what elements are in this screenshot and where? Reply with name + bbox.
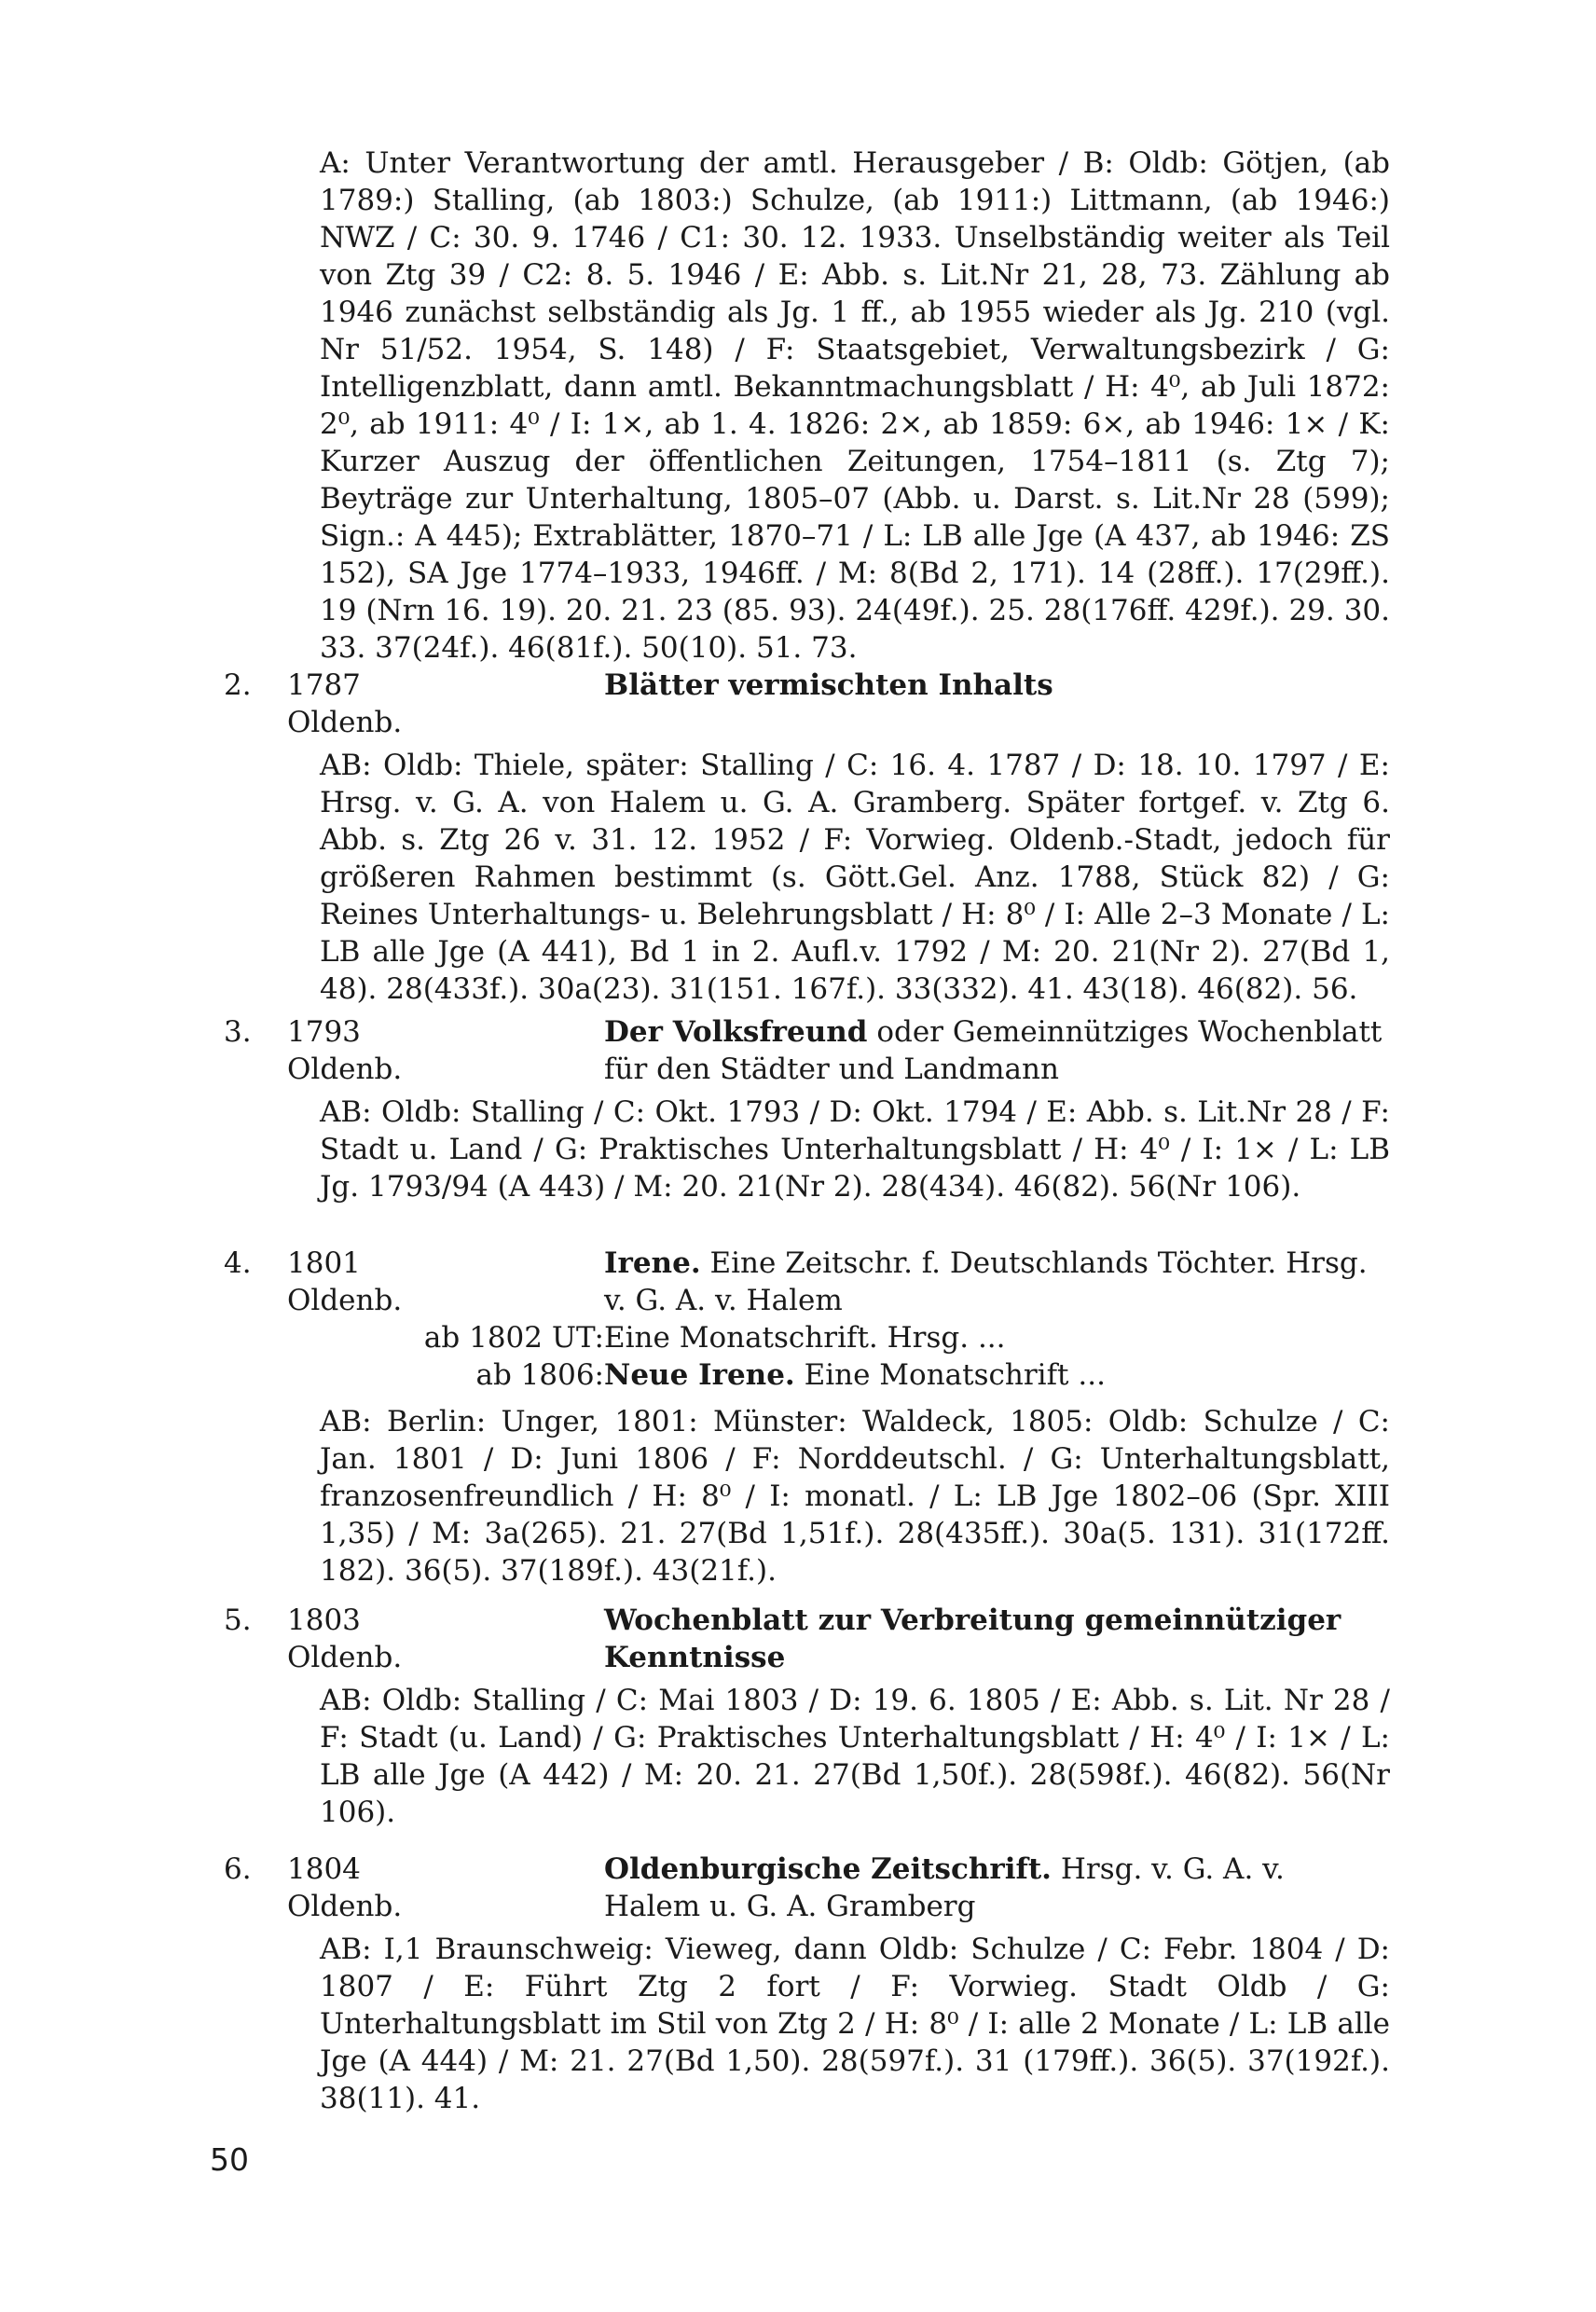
subtitle-change-text [604, 1356, 1106, 1394]
entry-place: Oldenb. [287, 1053, 403, 1086]
entry-year: 1787 [287, 668, 361, 702]
entry-number: 3. [224, 1015, 252, 1049]
subtitle-change-label: ab 1802 UT: [423, 1321, 604, 1355]
entry-title-main: Blätter vermischten Inhalts [604, 668, 1053, 702]
entry-place: Oldenb. [287, 706, 403, 739]
entry-place: Oldenb. [287, 1284, 403, 1317]
entry-body: AB: Oldb: Stalling / C: Okt. 1793 / D: Okt. 1794 / E: Abb. s. Lit.Nr 28 / F: Stadt u. Land / G: Praktisches Unterhaltungsblatt / H: 4⁰ / I: 1× / L: LB Jg. 1793/94 (A 443) / M: 20. 21(Nr 2). 28(434). 46(82). 56(Nr 106). [320, 1095, 1390, 1204]
entry-body: AB: Berlin: Unger, 1801: Münster: Waldeck, 1805: Oldb: Schulze / C: Jan. 1801 / D: Juni 1806 / F: Norddeutschl. / G: Unterhaltungsblatt, franzosenfreundlich / H: 8⁰ / I: monatl. / L: LB Jge 1802–06 (Spr. XIII 1,35) / M: 3a(265). 21. 27(Bd 1,51f.). 28(435ff.). 30a(5. 131). 31(172ff. 182). 36(5). 37(189f.). 43(21f.). [320, 1405, 1390, 1588]
entry-number: 4. [224, 1246, 252, 1280]
entry-body: AB: Oldb: Stalling / C: Mai 1803 / D: 19. 6. 1805 / E: Abb. s. Lit. Nr 28 / F: Stadt (u. Land) / G: Praktisches Unterhaltungsblatt / H: 4⁰ / I: 1× / L: LB alle Jge (A 442) / M: 20. 21. 27(Bd 1,50f.). 28(598f.). 46(82). 56(Nr 106). [320, 1684, 1390, 1829]
entry-place: Oldenb. [287, 1641, 403, 1674]
entry-year: 1804 [287, 1852, 361, 1886]
entry-title-main: Wochenblatt zur Verbreitung gemeinnütziger Kenntnisse [604, 1603, 1341, 1674]
entry-title-main: Irene. [604, 1246, 701, 1280]
subtitle-change-rest: Eine Monatschrift ... [794, 1358, 1106, 1392]
entry-title-rest: oder Gemeinnütziges Wochenblatt für den Städter und Landmann [604, 1015, 1383, 1086]
entry-body: AB: Oldb: Thiele, später: Stalling / C: 16. 4. 1787 / D: 18. 10. 1797 / E: Hrsg. v. G. A. von Halem u. G. A. Gramberg. Später fortgef. v. Ztg 6. Abb. s. Ztg 26 v. 31. 12. 1952 / F: Vorwieg. Oldenb.-Stadt, jedoch für größeren Rahmen bestimmt (s. Gött.Gel. Anz. 1788, Stück 82) / G: Reines Unterhaltungs- u. Belehrungsblatt / H: 8⁰ / I: Alle 2–3 Monate / L: LB alle Jge (A 441), Bd 1 in 2. Aufl.v. 1792 / M: 20. 21(Nr 2). 27(Bd 1, 48). 28(433f.). 30a(23). 31(151. 167f.). 33(332). 41. 43(18). 46(82). 56. [320, 749, 1390, 1006]
entry-title-rest: Hrsg. v. G. A. v. Halem u. G. A. Gramberg [604, 1852, 1285, 1923]
entry-title [604, 1013, 1387, 1088]
entry-1-continuation: A: Unter Verantwortung der amtl. Herausgeber / B: Oldb: Götjen, (ab 1789:) Stalling, (ab 1803:) Schulze, (ab 1911:) Littmann, (ab 1946:) NWZ / C: 30. 9. 1746 / C1: 30. 12. 1933. Unselbständig weiter als Teil von Ztg 39 / C2: 8. 5. 1946 / E: Abb. s. Lit.Nr 21, 28, 73. Zählung ab 1946 zunächst selbständig als Jg. 1 ff., ab 1955 wieder als Jg. 210 (vgl. Nr 51/52. 1954, S. 148) / F: Staatsgebiet, Verwaltungsbezirk / G: Intelligenzblatt, dann amtl. Bekanntmachungsblatt / H: 4⁰, ab Juli 1872: 2⁰, ab 1911: 4⁰ / I: 1×, ab 1. 4. 1826: 2×, ab 1859: 6×, ab 1946: 1× / K: Kurzer Auszug der öffentlichen Zeitungen, 1754–1811 (s. Ztg 7); Beyträge zur Unterhaltung, 1805–07 (Abb. u. Darst. s. Lit.Nr 28 (599); Sign.: A 445); Extrablätter, 1870–71 / L: LB alle Jge (A 437, ab 1946: ZS 152), SA Jge 1774–1933, 1946ff. / M: 8(Bd 2, 171). 14 (28ff.). 17(29ff.). 19 (Nrn 16. 19). 20. 21. 23 (85. 93). 24(49f.). 25. 28(176ff. 429f.). 29. 30. 33. 37(24f.). 46(81f.). 50(10). 51. 73. [320, 146, 1390, 665]
entry-number: 5. [224, 1603, 252, 1637]
entry-year: 1803 [287, 1603, 361, 1637]
entry-number: 6. [224, 1852, 252, 1886]
entry-body: AB: I,1 Braunschweig: Vieweg, dann Oldb: Schulze / C: Febr. 1804 / D: 1807 / E: Führt Ztg 2 fort / F: Vorwieg. Stadt Oldb / G: Unterhaltungsblatt im Stil von Ztg 2 / H: 8⁰ / I: alle 2 Monate / L: LB alle Jge (A 444) / M: 21. 27(Bd 1,50). 28(597f.). 31 (179ff.). 36(5). 37(192f.). 38(11). 41. [320, 1933, 1390, 2115]
entry-number: 2. [224, 668, 252, 702]
entry-title [604, 667, 1387, 704]
entry-place: Oldenb. [287, 1890, 403, 1923]
entry-title-main: Oldenburgische Zeitschrift. [604, 1852, 1052, 1886]
entry-title [604, 1245, 1387, 1319]
entry-title [604, 1602, 1387, 1676]
subtitle-change-title: Neue Irene. [604, 1358, 795, 1392]
entry-title-main: Der Volksfreund [604, 1015, 868, 1049]
subtitle-change-text: Eine Monatschrift. Hrsg. ... [604, 1321, 1006, 1355]
entry-title-rest: Eine Zeitschr. f. Deutschlands Töchter. Hrsg. v. G. A. v. Halem [604, 1246, 1368, 1317]
entry-year: 1793 [287, 1015, 361, 1049]
entry-title [604, 1851, 1387, 1925]
entry-year: 1801 [287, 1246, 361, 1280]
subtitle-change-label: ab 1806: [475, 1358, 604, 1392]
page-number: 50 [210, 2141, 249, 2178]
